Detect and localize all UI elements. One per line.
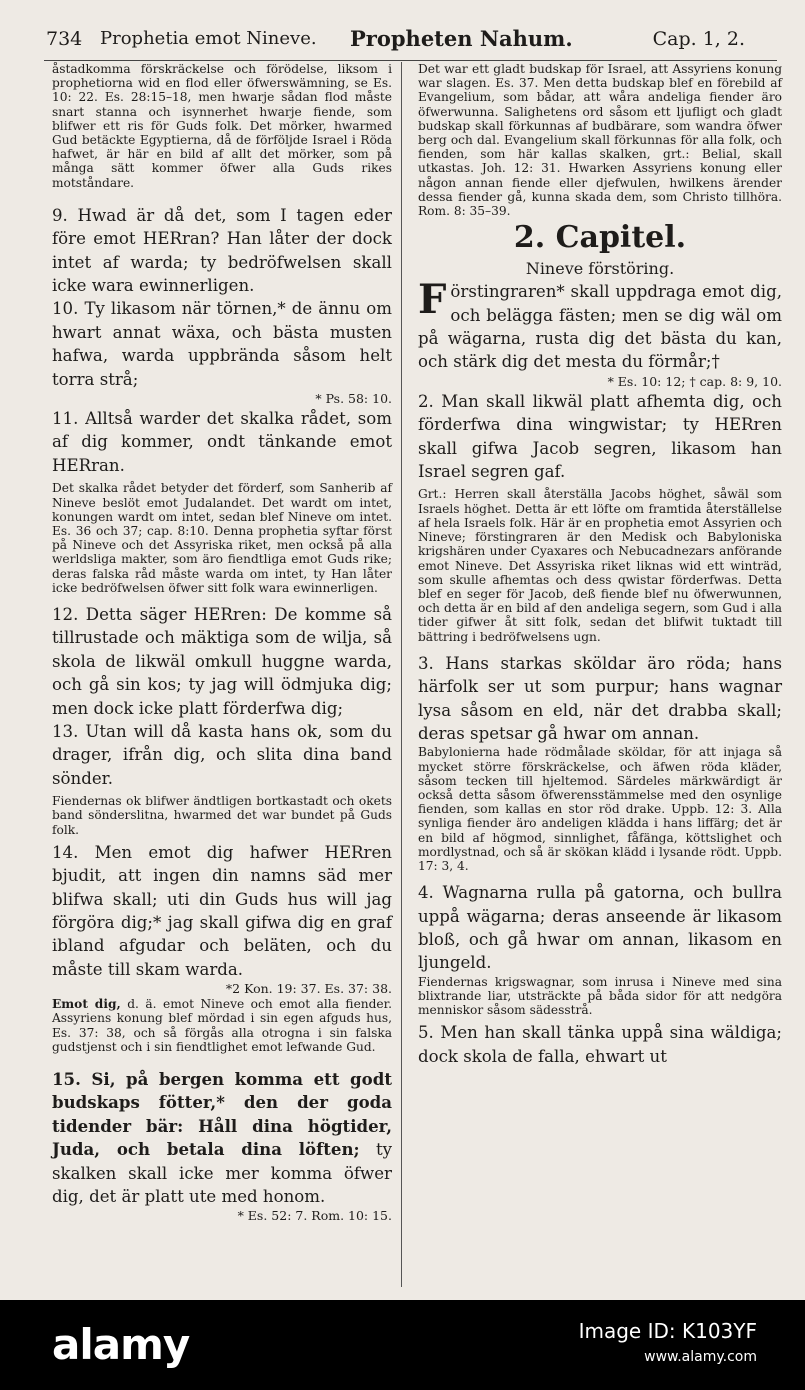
right-column [418, 62, 782, 1068]
verse-5: 5. Men han skall tänka uppå sina wäldiga; dock skola de falla, ehwart ut [418, 1023, 782, 1066]
running-header [30, 22, 785, 56]
commentary-lead: Emot dig, [52, 997, 121, 1012]
image-id: Image ID: K103YF [578, 1319, 757, 1343]
drop-cap: F [418, 276, 447, 324]
verse-15 [52, 1068, 392, 1208]
verse-11: 11. Alltså warder det skalka rådet, som af dig kommer, ondt tänkande emot HERran. [52, 409, 392, 475]
verse-15-bold: 15. Si, på bergen komma ett godt budskaps fötter,* den der goda tidender bär: Håll dina högtider, Juda, och betala dina löften; [52, 1069, 392, 1160]
commentary-paragraph [52, 997, 392, 1054]
page-number: 734 [46, 28, 83, 50]
commentary-paragraph: Babylonierna hade rödmålade sköldar, för att injaga så mycket större förskräckelse, och äfwen röda kläder, såsom tecken till hjeltemod. Särdeles märkwärdigt är också detta såsom öfwerensstämmelse med den osynlige fienden, som kallas en stor röd drake. Uppb. 12: 3. Alla synliga fiender äro andeligen klädda i hans liffärg; det är en bild af högmod, sinnlighet, fåfänga, köttslighet och mordlystnad, och så är skökan klädd i lysande rödt. Uppb. 17: 3, 4. [418, 745, 782, 873]
commentary-body: d. ä. emot Nineve och emot alla fiender. Assyriens konung blef mördad i sin egen afguds hus, Es. 37: 38, och så förgås alla otrogna i sin falska gudstjenst och i sin fiendtlighet emot lefwande Gud. [52, 997, 393, 1054]
verse-12: 12. Detta säger HERren: De komme så tillrustade och mäktiga som de wilja, så skola de likwäl omkull huggne warda, och gå sin kos; ty jag will ödmjuka dig; men dock icke platt förderfwa dig; [52, 604, 392, 718]
cross-reference: *2 Kon. 19: 37. Es. 37: 38. [225, 981, 392, 997]
verse-10: 10. Ty likasom när törnen,* de ännu om hwart annat wäxa, och bästa musten hafwa, warda uppbrända såsom helt torra strå; [52, 299, 392, 389]
verse-4: 4. Wagnarna rulla på gatorna, och bullra uppå wägarna; deras anseende är likasom bloß, och gå hwar om annan, likasom en ljungeld. [418, 883, 782, 973]
verse-9: 9. Hwad är då det, som I tagen eder före emot HERran? Han låter der dock intet af warda; ty bedröfwelsen skall icke wara ewinnerligen. [52, 205, 392, 296]
commentary-paragraph: Det skalka rådet betyder det förderf, som Sanherib af Nineve beslöt emot Judalandet. Det wardt om intet, konungen wardt om intet, sedan blef Nineve om intet. Es. 36 och 37; cap. 8:10. Denna prophetia syftar först på Nineve och det Assyriska riket, men också på alla werldsliga makter, som äro fiendtliga emot Guds rike; deras falska råd måste warda om intet, ty Han låter icke bedröfwelsen öfwer sitt folk wara ewinnerligen. [52, 481, 392, 595]
left-running-title: Prophetia emot Nineve. [100, 28, 317, 49]
cross-reference: * Ps. 58: 10. [315, 391, 392, 407]
verse-13: 13. Utan will då kasta hans ok, som du drager, ifrån dig, och slita dina band sönder. [52, 721, 392, 788]
verse-1-text: örstingraren* skall uppdraga emot dig, och belägga fästen; men se dig wäl om på wägarna, rusta dig det bästa du kan, och stärk dig det mesta du förmår;† [418, 282, 782, 372]
cross-reference: * Es. 52: 7. Rom. 10: 15. [237, 1208, 392, 1224]
commentary-paragraph: Fiendernas krigswagnar, som inrusa i Nineve med sina blixtrande liar, utsträckte på båda sidor för att nedgöra menniskor såsom sädesstrå. [418, 974, 782, 1018]
image-id-block [579, 1318, 757, 1370]
verse-2: 2. Man skall likwäl platt afhemta dig, och förderfwa dina wingwistar; ty HERren skall gifwa Jacob segren, likasom han Israel segren gaf. [418, 391, 782, 482]
verse-1 [418, 276, 782, 374]
chapter-reference: Cap. 1, 2. [652, 28, 745, 50]
commentary-paragraph: åstadkomma förskräckelse och förödelse, liksom i prophetiorna wid en flod eller öfwerswämning, se Es. 10: 22. Es. 28:15–18, men hwarje sådan flod måste snart stanna och isynnerhet hwarje fiende, som blifwer ett ris för Guds folk. Det mörker, hwarmed Gud betäckte Egyptierna, då de förföljde Israel i Röda hafwet, är här en bild af allt det mörker, som på många sätt kommer öfwer alla Guds rikes motståndare. [52, 62, 392, 190]
verse-14: 14. Men emot dig hafwer HERren bjudit, att ingen din namns säd mer blifwa skall; uti din Guds hus will jag förgöra dig;* jag skall gifwa dig en graf ibland afgudar och beläten, och du måste till skam warda. [52, 842, 392, 979]
commentary-paragraph: Fiendernas ok blifwer ändtligen bortkastadt och okets band sönderslitna, hwarmed det war bundet på Guds folk. [52, 794, 392, 837]
header-rule [44, 60, 777, 61]
left-column [52, 62, 392, 1224]
commentary-paragraph: Det war ett gladt budskap för Israel, att Assyriens konung war slagen. Es. 37. Men detta budskap blef en förebild af Evangelium, som bådar, att wåra andeliga fiender äro öfwerwunna. Salighetens ord såsom ett ljufligt och gladt budskap skall förkunnas af budbärare, som wandra öfwer berg och dal. Evangelium skall förkunnas för alla folk, och fienden, som här kallas skalken, grt.: Belial, skall utkastas. Joh. 12: 31. Hwarken Assyriens konung eller någon annan fiende eller djefwulen, hwilkens ärender dessa fiender gå, kunna skada dem, som Christo tillhöra. Rom. 8: 35–39. [418, 62, 782, 219]
center-running-title: Propheten Nahum. [350, 26, 573, 51]
brand-logo: alamy [52, 1320, 190, 1369]
site-url: www.alamy.com [644, 1349, 757, 1365]
column-divider [401, 62, 402, 1287]
verse-15-rest: ty skalken skall icke mer komma öfwer dig, det är platt ute med honom. [52, 1140, 392, 1207]
chapter-subtitle: Nineve förstöring. [525, 259, 675, 279]
verse-3: 3. Hans starkas sköldar äro röda; hans härfolk ser ut som purpur; hans wagnar lysa såsom en eld, när det drabba skall; deras spetsar gå hwar om annan. [418, 653, 782, 743]
chapter-heading: 2. Capitel. [513, 220, 687, 256]
commentary-paragraph: Grt.: Herren skall återställa Jacobs höghet, såwäl som Israels höghet. Detta är ett löfte om framtida återställelse af hela Israels folk. Här är en prophetia emot Assyrien och Nineve; förstingraren är den Medisk och Babyloniska krigshären under Cyaxares och Nebucadnezars anförande emot Nineve. Det Assyriska riket liknas wid ett winträd, som skulle afhemtas och dess qwistar förderfwas. Detta blef en seger för Jacob, deß fiende blef nu öfwerwunnen, och detta är en bild af den andeliga segern, som Gud i alla tider gifwer åt sitt folk, sedan det blifwit tuktadt till bättring i bedröfwelsens ugn. [418, 487, 782, 644]
cross-reference: * Es. 10: 12; † cap. 8: 9, 10. [607, 373, 782, 389]
watermark-footer [0, 1300, 805, 1390]
